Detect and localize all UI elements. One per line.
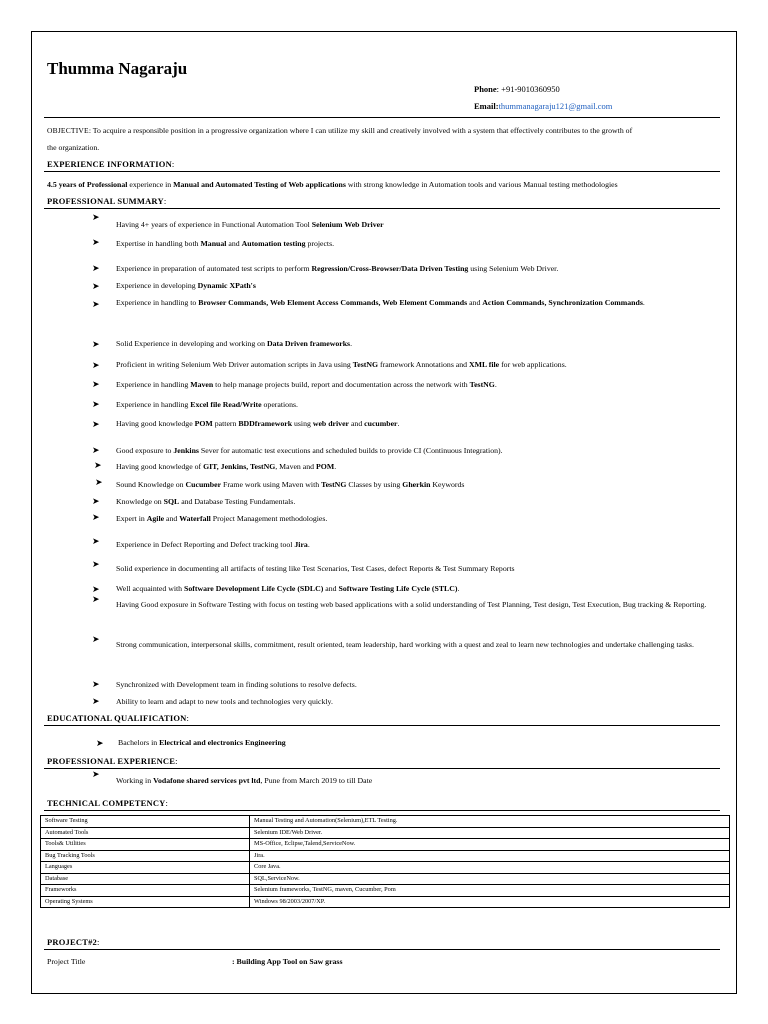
summary-bold: Manual	[200, 239, 227, 248]
summary-mid3: and	[349, 419, 365, 428]
bullet-arrow-icon: ➤	[92, 379, 100, 389]
project-title-value: : Building App Tool on Saw grass	[232, 957, 343, 966]
exp-company: Vodafone shared services pvt ltd	[153, 776, 261, 785]
bullet-arrow-icon: ➤	[92, 584, 100, 594]
summary-post: operations.	[261, 400, 298, 409]
summary-mid2: using	[292, 419, 313, 428]
table-row	[41, 816, 730, 828]
divider	[44, 725, 720, 726]
summary-post: Sever for automatic test executions and scheduled builds to provide CI (Continuous Integration).	[198, 446, 503, 455]
table-row	[41, 896, 730, 908]
summary-mid: to help manage projects build, report and documentation across the network with	[213, 380, 470, 389]
summary-post: for web applications.	[499, 360, 567, 369]
summary-post: .	[307, 540, 310, 549]
skill-category: Languages	[41, 862, 250, 874]
summary-bold: Excel file Read/Write	[190, 400, 262, 409]
summary-pre: Expert in	[116, 514, 147, 523]
bullet-arrow-icon: ➤	[92, 696, 100, 706]
summary-bold: Regression/Cross-Browser/Data Driven Testing	[311, 264, 469, 273]
summary-item	[116, 514, 327, 523]
skill-category: Bug Tracking Tools	[41, 850, 250, 862]
table-row	[41, 850, 730, 862]
summary-pre: Well acquainted with	[116, 584, 185, 593]
objective-line-1	[47, 126, 632, 135]
summary-post: .	[397, 419, 400, 428]
summary-item	[116, 584, 459, 593]
skill-detail: Manual Testing and Automation(Selenium),ETL Testing.	[250, 816, 730, 828]
summary-bold4: cucumber	[364, 419, 398, 428]
summary-bold2: TestNG	[469, 380, 495, 389]
project-heading	[47, 937, 100, 947]
summary-post: projects.	[305, 239, 335, 248]
heading-colon: :	[96, 937, 100, 947]
professional-summary-heading	[47, 196, 166, 206]
summary-bold2: Waterfall	[179, 514, 211, 523]
summary-pre: Solid experience in documenting all artifacts of testing like Test Scenarios, Test Cases, defect Reports & Test Summary Reports	[116, 564, 515, 573]
skill-detail: SQL,ServiceNow.	[250, 873, 730, 885]
objective-label: OBJECTIVE	[47, 126, 89, 135]
summary-pre: Having good knowledge of	[116, 462, 204, 471]
divider	[44, 117, 720, 118]
bullet-arrow-icon: ➤	[92, 263, 100, 273]
summary-item	[116, 239, 334, 248]
summary-item	[116, 264, 558, 273]
technical-competency-heading	[47, 798, 168, 808]
summary-post: and Database Testing Fundamentals.	[179, 497, 296, 506]
skill-category: Tools& Utilities	[41, 839, 250, 851]
summary-post: .	[350, 339, 353, 348]
summary-item	[116, 220, 384, 229]
skill-detail: Windows 98/2003/2007/XP.	[250, 896, 730, 908]
summary-bold: TestNG	[352, 360, 379, 369]
summary-post: .	[642, 298, 645, 307]
summary-pre: Knowledge on	[116, 497, 164, 506]
phone-label: Phone	[474, 84, 497, 94]
skill-detail: Selenium IDE/Web Driver.	[250, 827, 730, 839]
summary-mid: pattern	[212, 419, 239, 428]
experience-item	[116, 776, 372, 785]
bullet-arrow-icon: ➤	[92, 536, 100, 546]
candidate-name: Thumma Nagaraju	[47, 59, 188, 78]
project-title-label: Project Title	[47, 957, 86, 966]
skill-detail: Jira.	[250, 850, 730, 862]
bullet-arrow-icon: ➤	[92, 360, 100, 370]
summary-bold2: BDDframework	[238, 419, 293, 428]
email-label: Email:	[474, 101, 499, 111]
bullet-arrow-icon: ➤	[92, 445, 100, 455]
objective-text: : To acquire a responsible position in a progressive organization where I can utilize my skill and creatively involved with a system that effectively contributes to the growth of	[88, 126, 633, 135]
summary-item	[116, 419, 399, 428]
summary-item	[116, 497, 295, 506]
edu-pre: Bachelors in	[118, 738, 160, 747]
summary-post: Keywords	[430, 480, 465, 489]
email-link[interactable]: thummanagaraju121@gmail.com	[498, 101, 613, 111]
table-row	[41, 827, 730, 839]
summary-pre: Experience in handling	[116, 380, 191, 389]
summary-pre: Having Good exposure in Software Testing with focus on testing web based applications with a solid understanding of Test Planning, Test design, Test Execution, Bug tracking & Reporting.	[116, 600, 707, 609]
bullet-arrow-icon: ➤	[92, 339, 100, 349]
professional: Professional	[86, 180, 128, 189]
bullet-arrow-icon: ➤	[92, 512, 100, 522]
summary-pre: Solid Experience in developing and working on	[116, 339, 267, 348]
summary-bold2: TestNG	[321, 480, 347, 489]
summary-post: .	[334, 462, 337, 471]
heading-text: PROFESSIONAL SUMMARY	[47, 196, 164, 206]
summary-pre: Expertise in handling both	[116, 239, 201, 248]
summary-bold3: web driver	[312, 419, 350, 428]
exp-post: , Pune from March 2019 to till Date	[260, 776, 373, 785]
summary-bold: Browser Commands, Web Element Access Commands, Web Element Commands	[198, 298, 468, 307]
email-line	[474, 101, 612, 111]
divider	[44, 171, 720, 172]
summary-pre: Experience in handling to	[116, 298, 199, 307]
summary-post: Project Management methodologies.	[210, 514, 328, 523]
summary-item	[116, 360, 567, 369]
summary-pre: Good exposure to	[116, 446, 174, 455]
skill-category: Automated Tools	[41, 827, 250, 839]
heading-colon: :	[186, 713, 190, 723]
summary-bold: Data Driven frameworks	[266, 339, 351, 348]
text-a: experience in	[129, 180, 172, 189]
summary-mid2: Classes by using	[346, 480, 403, 489]
heading-text: PROJECT#2	[47, 937, 97, 947]
summary-bold: SQL	[163, 497, 180, 506]
edu-degree: Electrical and electronics Engineering	[159, 738, 286, 747]
skill-category: Database	[41, 873, 250, 885]
summary-post: using Selenium Web Driver.	[468, 264, 559, 273]
summary-mid: and	[323, 584, 339, 593]
summary-item	[116, 380, 497, 389]
exp-pre: Working in	[116, 776, 154, 785]
heading-colon: :	[163, 196, 167, 206]
summary-bold: GIT, Jenkins, TestNG	[203, 462, 276, 471]
summary-item	[116, 540, 310, 549]
bullet-arrow-icon: ➤	[92, 281, 100, 291]
heading-text: EXPERIENCE INFORMATION	[47, 159, 172, 169]
bullet-arrow-icon: ➤	[92, 399, 100, 409]
competency-table	[40, 815, 730, 908]
summary-bold2: Software Testing Life Cycle (STLC)	[338, 584, 458, 593]
summary-item	[116, 339, 352, 348]
summary-pre: Experience in Defect Reporting and Defect tracking tool	[116, 540, 295, 549]
summary-mid: Frame work using Maven with	[221, 480, 322, 489]
summary-bold: POM	[194, 419, 213, 428]
bullet-arrow-icon: ➤	[92, 496, 100, 506]
summary-bold: Maven	[190, 380, 214, 389]
summary-item	[116, 294, 720, 312]
summary-bold2: Automation testing	[241, 239, 306, 248]
divider	[44, 208, 720, 209]
divider	[44, 768, 720, 769]
objective-line-2: the organization.	[47, 143, 100, 152]
summary-pre: Experience in preparation of automated test scripts to perform	[116, 264, 312, 273]
divider	[44, 810, 720, 811]
bullet-arrow-icon: ➤	[92, 237, 100, 247]
skill-detail: Core Java.	[250, 862, 730, 874]
bullet-arrow-icon: ➤	[92, 212, 100, 222]
summary-mid: and	[467, 298, 483, 307]
summary-item	[116, 697, 333, 706]
table-row	[41, 839, 730, 851]
summary-item	[116, 400, 298, 409]
skill-category: Operating Systems	[41, 896, 250, 908]
summary-item	[116, 564, 515, 573]
table-row	[41, 873, 730, 885]
heading-text: TECHNICAL COMPETENCY	[47, 798, 166, 808]
bullet-arrow-icon: ➤	[95, 477, 103, 487]
table-row	[41, 862, 730, 874]
summary-mid: , Maven and	[275, 462, 316, 471]
professional-experience-heading	[47, 756, 178, 766]
skill-detail: MS-Office, Eclipse,Talend,ServiceNow.	[250, 839, 730, 851]
summary-pre: Experience in developing	[116, 281, 198, 290]
summary-mid: and	[226, 239, 242, 248]
summary-item	[116, 480, 464, 489]
divider	[44, 949, 720, 950]
heading-colon: :	[165, 798, 169, 808]
phone-value: : +91-9010360950	[496, 84, 560, 94]
summary-item	[116, 680, 357, 689]
summary-mid: framework Annotations and	[378, 360, 470, 369]
heading-text: PROFESSIONAL EXPERIENCE	[47, 756, 176, 766]
bullet-arrow-icon: ➤	[92, 634, 100, 644]
summary-pre: Ability to learn and adapt to new tools and technologies very quickly.	[116, 697, 333, 706]
summary-item	[116, 636, 720, 654]
table-row	[41, 885, 730, 897]
heading-colon: :	[171, 159, 175, 169]
summary-item	[116, 462, 336, 471]
summary-bold2: POM	[316, 462, 335, 471]
education-heading	[47, 713, 189, 723]
skill-category: Frameworks	[41, 885, 250, 897]
skill-detail: Selenium frameworks, TestNG, maven, Cucumber, Pom	[250, 885, 730, 897]
summary-pre: Having good knowledge	[116, 419, 195, 428]
manual-auto: Manual and Automated Testing of Web applications	[173, 180, 346, 189]
summary-bold: Dynamic XPath's	[197, 281, 256, 290]
summary-pre: Strong communication, interpersonal skills, commitment, result oriented, team leadership, hard working with a quest and zeal to learn new technologies and undertake challenging tasks.	[116, 640, 694, 649]
bullet-arrow-icon: ➤	[96, 738, 104, 748]
skill-category: Software Testing	[41, 816, 250, 828]
bullet-arrow-icon: ➤	[92, 594, 100, 604]
heading-text: EDUCATIONAL QUALIFICATION	[47, 713, 187, 723]
summary-pre: Having 4+ years of experience in Functional Automation Tool	[116, 220, 312, 229]
bullet-arrow-icon: ➤	[92, 299, 100, 309]
heading-colon: :	[175, 756, 178, 766]
summary-item	[116, 446, 503, 455]
summary-bold3: Gherkin	[402, 480, 431, 489]
summary-item	[116, 281, 256, 290]
bullet-arrow-icon: ➤	[94, 460, 102, 470]
summary-bold: Software Development Life Cycle (SDLC)	[184, 584, 324, 593]
summary-bold: Jenkins	[173, 446, 199, 455]
summary-pre: Proficient in writing Selenium Web Driver automation scripts in Java using	[116, 360, 353, 369]
summary-item	[116, 596, 720, 614]
summary-bold: Selenium Web Driver	[311, 220, 384, 229]
summary-pre: Sound Knowledge on	[116, 480, 186, 489]
education-item	[118, 738, 286, 747]
text-b: with strong knowledge in Automation tools and various Manual testing methodologies	[347, 180, 618, 189]
summary-pre: Synchronized with Development team in finding solutions to resolve defects.	[116, 680, 357, 689]
summary-bold: Jira	[294, 540, 308, 549]
experience-info-text	[47, 180, 618, 189]
bullet-arrow-icon: ➤	[92, 419, 100, 429]
summary-post: .	[457, 584, 460, 593]
summary-bold: Cucumber	[185, 480, 222, 489]
bullet-arrow-icon: ➤	[92, 679, 100, 689]
summary-bold: Agile	[146, 514, 165, 523]
experience-info-heading	[47, 159, 174, 169]
summary-mid: and	[164, 514, 180, 523]
bullet-arrow-icon: ➤	[92, 559, 100, 569]
years: 4.5 years of	[47, 180, 85, 189]
summary-bold2: Action Commands, Synchronization Commands	[482, 298, 643, 307]
summary-pre: Experience in handling	[116, 400, 191, 409]
summary-post: .	[494, 380, 497, 389]
phone-line	[474, 84, 560, 94]
summary-bold2: XML file	[469, 360, 500, 369]
bullet-arrow-icon: ➤	[92, 769, 100, 779]
